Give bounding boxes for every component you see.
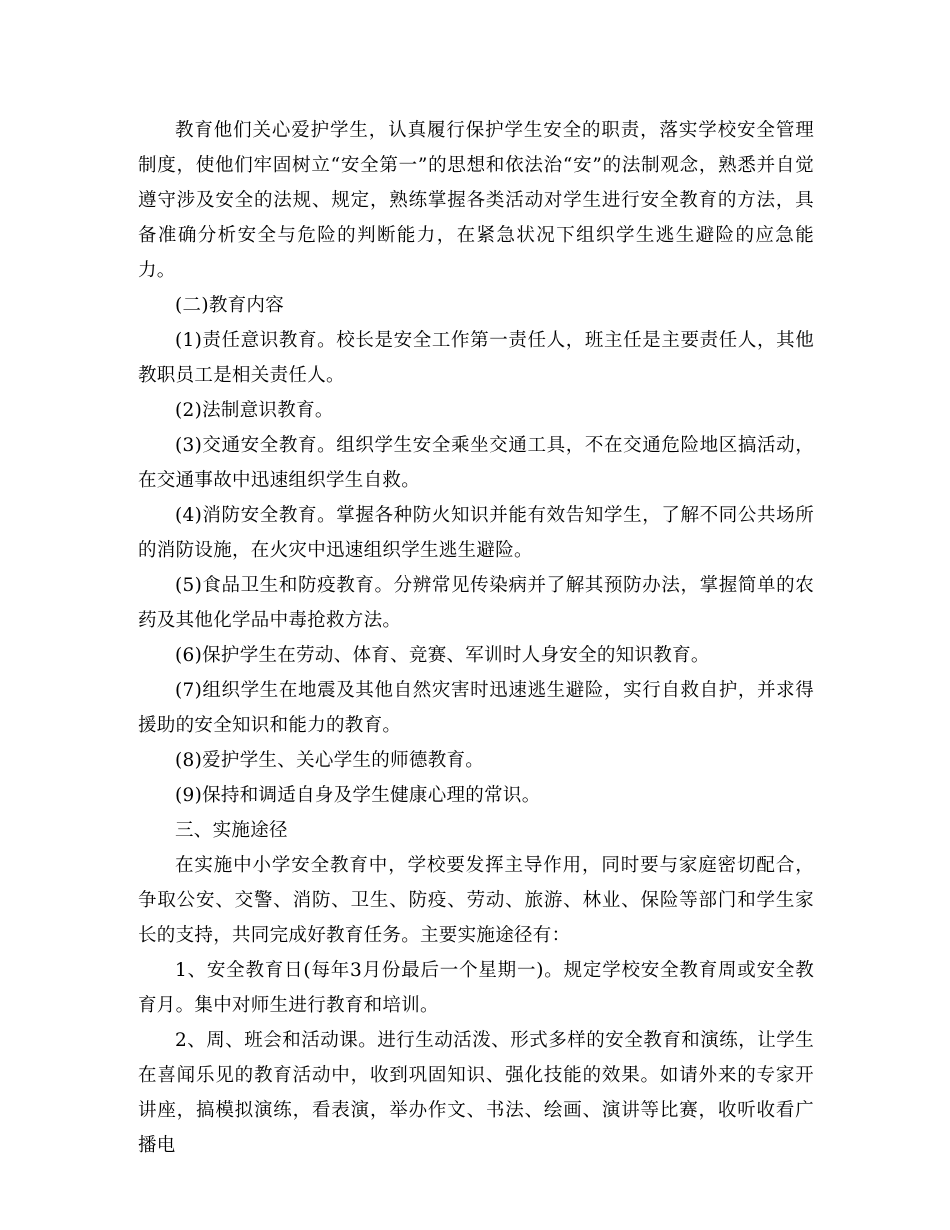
list-item-1: (1)责任意识教育。校长是安全工作第一责任人，班主任是主要责任人，其他教职员工是相关责任人。 <box>138 330 814 386</box>
list-item-6: (6)保护学生在劳动、体育、竞赛、军训时人身安全的知识教育。 <box>175 645 710 666</box>
list-item-3: (3)交通安全教育。组织学生安全乘坐交通工具，不在交通危险地区搞活动，在交通事故中迅速组织学生自救。 <box>138 435 814 491</box>
numbered-item-1: 1、安全教育日(每年3月份最后一个星期一)。规定学校安全教育周或安全教育月。集中对师生进行教育和培训。 <box>138 960 814 1016</box>
section-heading-education-content: (二)教育内容 <box>175 295 285 316</box>
numbered-item-2: 2、周、班会和活动课。进行生动活泼、形式多样的安全教育和演练，让学生在喜闻乐见的教育活动中，收到巩固知识、强化技能的效果。如请外来的专家开讲座，搞模拟演练，看表演，举办作文、书法、绘画、演讲等比赛，收听收看广播电 <box>138 1030 814 1156</box>
list-item-7: (7)组织学生在地震及其他自然灾害时迅速逃生避险，实行自救自护，并求得援助的安全知识和能力的教育。 <box>138 680 814 736</box>
list-item-4: (4)消防安全教育。掌握各种防火知识并能有效告知学生，了解不同公共场所的消防设施，在火灾中迅速组织学生逃生避险。 <box>138 505 814 561</box>
list-item-2: (2)法制意识教育。 <box>175 400 334 421</box>
paragraph-implementation-intro: 在实施中小学安全教育中，学校要发挥主导作用，同时要与家庭密切配合，争取公安、交警、消防、卫生、防疫、劳动、旅游、林业、保险等部门和学生家长的支持，共同完成好教育任务。主要实施途径有： <box>138 855 814 946</box>
document-body <box>138 113 814 1163</box>
list-item-5: (5)食品卫生和防疫教育。分辨常见传染病并了解其预防办法，掌握简单的农药及其他化学品中毒抢救方法。 <box>138 575 814 631</box>
list-item-8: (8)爱护学生、关心学生的师德教育。 <box>175 750 485 771</box>
list-item-9: (9)保持和调适自身及学生健康心理的常识。 <box>175 785 541 806</box>
paragraph-1: 教育他们关心爱护学生，认真履行保护学生安全的职责，落实学校安全管理制度，使他们牢固树立“安全第一”的思想和依法治“安”的法制观念，熟悉并自觉遵守涉及安全的法规、规定，熟练掌握各类活动对学生进行安全教育的方法，具备准确分析安全与危险的判断能力，在紧急状况下组织学生逃生避险的应急能力。 <box>138 120 814 281</box>
section-heading-implementation: 三、实施途径 <box>175 820 288 841</box>
